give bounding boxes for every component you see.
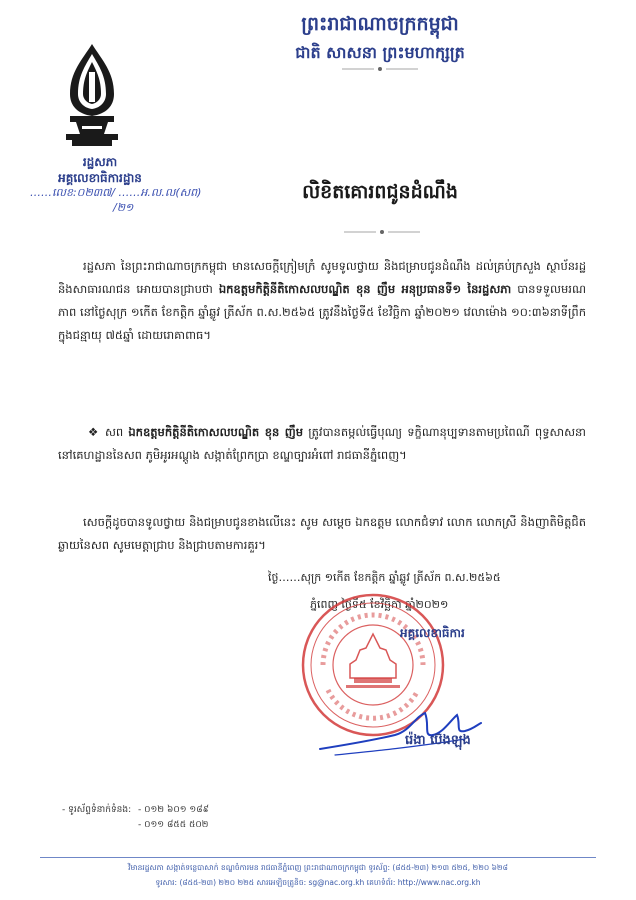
reference-year: /២១: [113, 201, 134, 214]
parliament-logo-icon: [52, 42, 132, 150]
paragraph-announcement: [58, 255, 586, 347]
org-name: រដ្ឋសភា: [82, 155, 118, 169]
signatory-name: រ៉េងា ប៊េងឡុង: [405, 733, 471, 748]
header-ornament: [340, 66, 420, 72]
paragraph-closing: សេចក្ដីដូចបានទូលថ្វាយ និងជម្រាបជូនខាងលើនេះ សូម សម្ដេច ឯកឧត្ដម លោកជំទាវ លោក លោកស្រី និងញាតិមិត្តជិតឆ្ងាយនៃសព សូមមេត្តាជ្រាប និងជ្រាបតាមការគួរ។: [58, 515, 586, 552]
p1-text-a: រដ្ឋសភា នៃព្រះរាជាណាចក្រកម្ពុជា មានសេចក្ដីក្រៀមក្រំ សូមទូលថ្វាយ និងជម្រាបជូនដំណឹង ដល់គ្រប់ក្រសួង ស្ថាប័នរដ្ឋ និងសាធារណជន អោយបានជ្រាបថា: [58, 259, 586, 296]
p2-deceased-name: ឯកឧត្ដមកិត្តិនីតិកោសលបណ្ឌិត ខុន ញឹម: [128, 425, 304, 439]
contact-phone-2: - ០១១ ៨៥៥ ៥០២: [138, 820, 209, 830]
solar-date: ភ្នំពេញ ថ្ងៃទី៥ ខែវិច្ឆិកា ឆ្នាំ២០២១: [310, 598, 449, 611]
footer-contact: ទូរសារ: (៨៥៥-២៣) ២២០ ២២៥ សារអេឡិចត្រូនិច: sg@nac.org.kh គេហទំព័រ: http://www.nac.org.kh: [155, 878, 481, 887]
title-ornament: [342, 229, 422, 235]
p1-deceased-name: ឯកឧត្ដមកិត្តិនីតិកោសលបណ្ឌិត ខុន ញឹម អនុប្រធានទី១ នៃរដ្ឋសភា: [218, 282, 512, 296]
footer-rule: [40, 857, 596, 858]
p2-text-b: ត្រូវបានតម្កល់ធ្វើបុណ្យ ទក្ខិណានុប្បទានតាមប្រពៃណី ពុទ្ធសាសនា នៅគេហដ្ឋាននៃសព ភូមិអូរអណ្ដូង សង្កាត់ព្រែកប្រា ខណ្ឌច្បារអំពៅ រាជធានីភ្នំពេញ។: [58, 425, 587, 462]
reference-number: ……លេខ:០២៣៧/ ……អ.ល.ល(សព): [30, 186, 202, 199]
signatory-title: អគ្គលេខាធិការ: [400, 626, 465, 640]
contact-label: - ទូរស័ព្ទទំនាក់ទំនង:: [62, 805, 132, 815]
p1-text-b: បានទទួលមរណភាព នៅថ្ងៃសុក្រ ១កើត ខែកត្ដិក ឆ្នាំឆ្លូវ ត្រីស័ក ព.ស.២៥៦៥ ត្រូវនឹងថ្ងៃទី៥ ខែវិច្ឆិកា ឆ្នាំ២០២១ វេលាម៉ោង ១០:៣៦នាទីព្រឹក ក្នុងជន្មាយុ ៧៥ឆ្នាំ ដោយរោគាពាធ។: [58, 282, 586, 342]
org-department: អគ្គលេខាធិការដ្ឋាន: [58, 171, 142, 185]
p2-text-a: ❖ សព: [88, 425, 124, 439]
paragraph-funeral: [58, 421, 586, 467]
lunar-date: ថ្ងៃ……សុក្រ ១កើត ខែកត្ដិក ឆ្នាំឆ្លូវ ត្រីស័ក ព.ស.២៥៦៥: [268, 571, 501, 584]
document-title: លិខិតគោរពជូនដំណឹង: [302, 181, 458, 203]
motto-heading: ជាតិ សាសនា ព្រះមហាក្សត្រ: [295, 43, 465, 62]
kingdom-heading: ព្រះរាជាណាចក្រកម្ពុជា: [301, 13, 459, 35]
contact-phone-1: - ០១២ ៦០១ ១៨៩: [138, 805, 209, 815]
footer-address: វិមានរដ្ឋសភា សង្កាត់ទន្លេបាសាក់ ខណ្ឌចំការមន រាជធានីភ្នំពេញ ព្រះរាជាណាចក្រកម្ពុជា ទូរស័ព្ទ: (៨៥៥-២៣) ២១៣ ៥២៥, ២២០ ៦២៨: [128, 863, 508, 872]
